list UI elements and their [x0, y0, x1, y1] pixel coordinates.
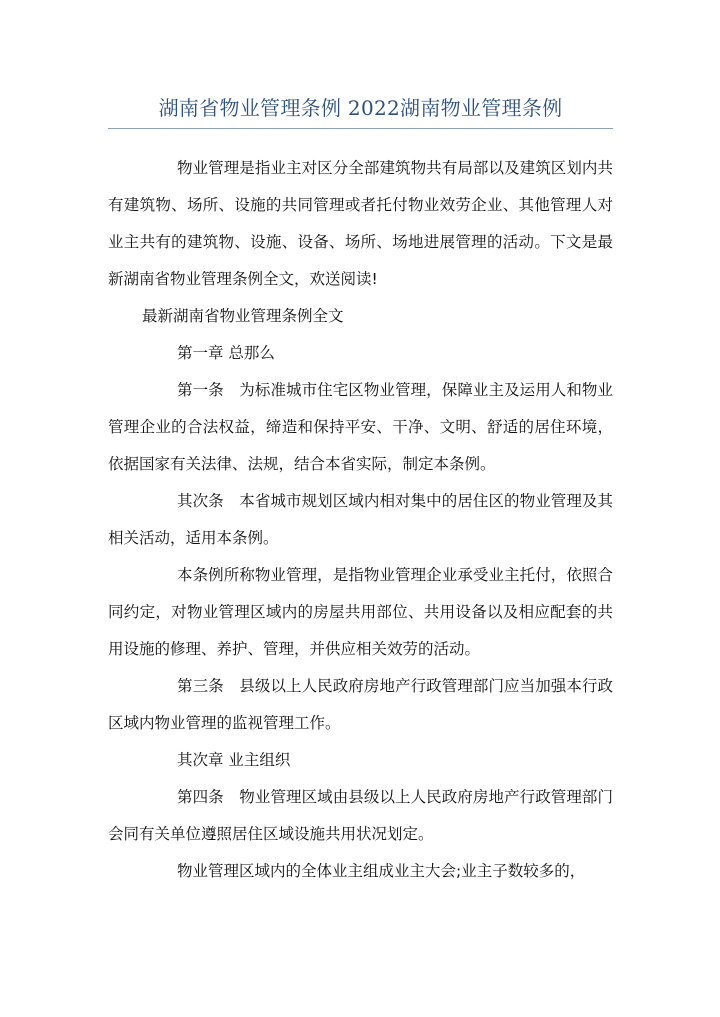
article-paragraph: 第三条 县级以上人民政府房地产行政管理部门应当加强本行政区域内物业管理的监视管理工作。: [108, 677, 613, 732]
article-paragraph: 本条例所称物业管理，是指物业管理企业承受业主托付，依照合同约定，对物业管理区域内的房屋共用部位、共用设备以及相应配套的共用设施的修理、养护、管理，并供应相关效劳的活动。: [108, 566, 613, 658]
document-body: [108, 150, 613, 890]
article-paragraph: 第四条 物业管理区域由县级以上人民政府房地产行政管理部门会同有关单位遵照居住区域设施共用状况划定。: [108, 788, 613, 843]
article-paragraph: 其次条 本省城市规划区域内相对集中的居住区的物业管理及其相关活动，适用本条例。: [108, 492, 613, 547]
page-title: 湖南省物业管理条例 2022湖南物业管理条例: [158, 96, 563, 120]
title-divider: [108, 128, 613, 129]
article-paragraph: 物业管理区域内的全体业主组成业主大会;业主子数较多的，: [177, 862, 586, 880]
article-paragraph: 第一条 为标准城市住宅区物业管理，保障业主及运用人和物业管理企业的合法权益，缔造和保持平安、干净、文明、舒适的居住环境，依据国家有关法律、法规，结合本省实际，制定本条例。: [108, 381, 613, 473]
section-heading: 最新湖南省物业管理条例全文: [142, 307, 344, 325]
intro-paragraph: 物业管理是指业主对区分全部建筑物共有局部以及建筑区划内共有建筑物、场所、设施的共同管理或者托付物业效劳企业、其他管理人对业主共有的建筑物、设施、设备、场所、场地进展管理的活动。下文是最新湖南省物业管理条例全文，欢送阅读!: [108, 159, 613, 288]
chapter-heading: 其次章 业主组织: [177, 751, 291, 769]
chapter-heading: 第一章 总那么: [177, 344, 275, 362]
